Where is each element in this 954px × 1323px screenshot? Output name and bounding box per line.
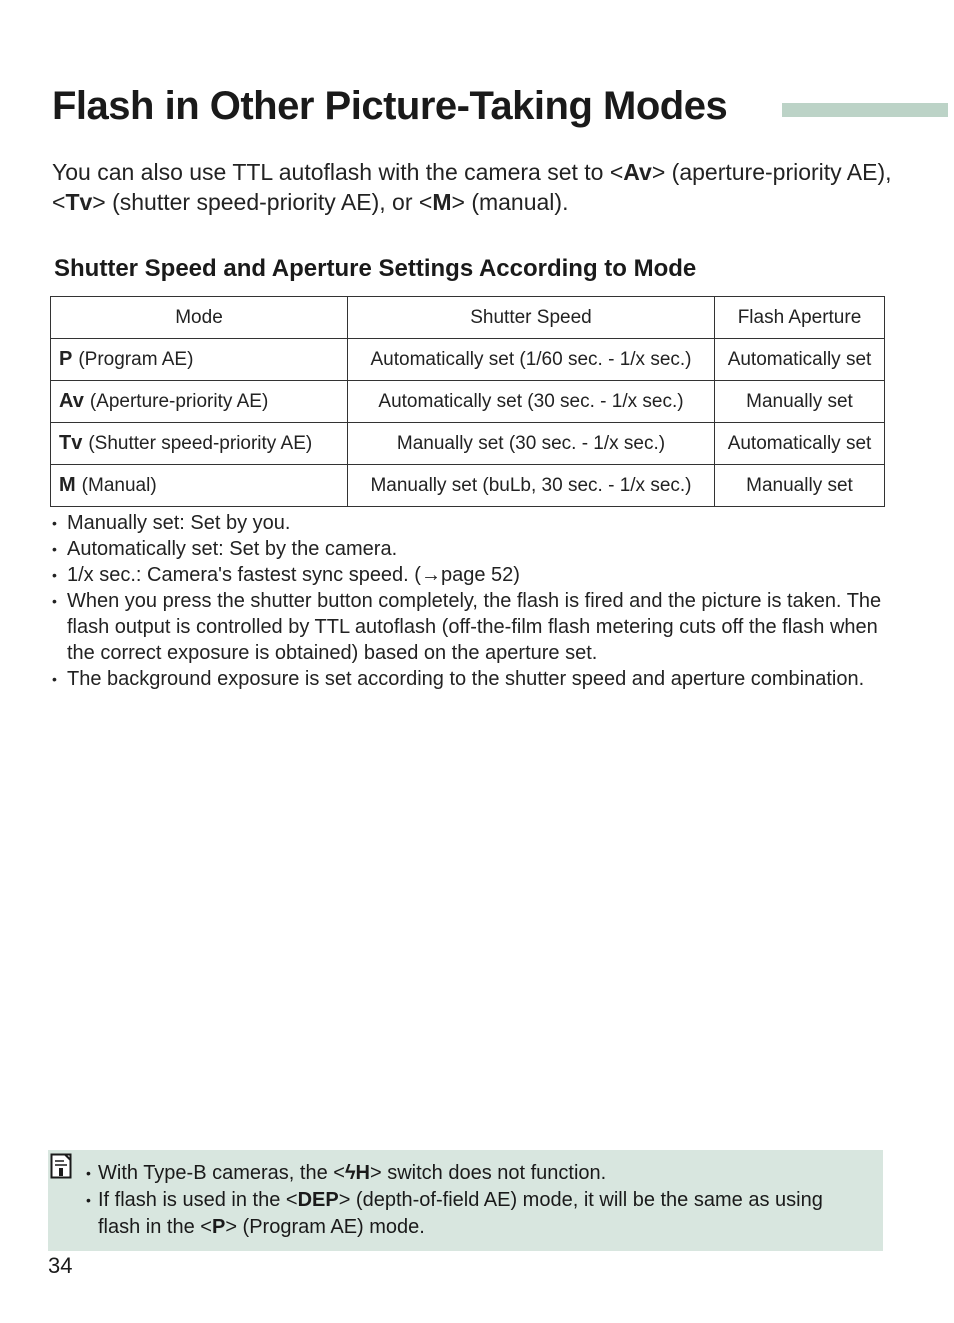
mode-cell xyxy=(51,381,348,423)
av-mode-symbol: Av xyxy=(623,159,652,185)
list-item xyxy=(86,1160,866,1187)
list-item: • When you press the shutter button completely, the flash is fired and the picture is taken. The flash output is controlled by TTL autoflash (off-the-film flash metering cuts off the flash when the correct exposure is obtained) based on the aperture set. xyxy=(50,588,890,666)
memo-text: If flash is used in the < xyxy=(98,1189,298,1211)
memo-text: > (Program AE) mode. xyxy=(225,1216,425,1238)
table-header-row xyxy=(51,297,885,339)
table-row xyxy=(51,423,885,465)
tv-mode-symbol: Tv xyxy=(65,189,93,215)
mode-symbol: Tv xyxy=(59,432,83,454)
list-item xyxy=(86,1187,866,1241)
mode-name: (Aperture-priority AE) xyxy=(89,391,269,412)
list-item: • Automatically set: Set by the camera. xyxy=(50,536,890,562)
table-row xyxy=(51,465,885,507)
high-speed-flash-symbol: ϟH xyxy=(344,1162,370,1184)
mode-symbol: M xyxy=(59,474,76,496)
notes-list xyxy=(50,510,890,692)
memo-list xyxy=(86,1160,866,1241)
intro-text-4: > (manual). xyxy=(451,189,569,215)
dep-mode-symbol: DEP xyxy=(297,1189,339,1211)
m-mode-symbol: M xyxy=(432,189,452,215)
list-item: • 1/x sec.: Camera's fastest sync speed. (→page 52) xyxy=(50,562,890,588)
mode-name: (Shutter speed-priority AE) xyxy=(88,433,313,454)
header-shutter-speed: Shutter Speed xyxy=(348,297,715,339)
section-subtitle: Shutter Speed and Aperture Settings According to Mode xyxy=(54,255,697,282)
memo-text: > (depth-of-field AE) mode, it will be the same as using flash in the < xyxy=(98,1189,823,1238)
aperture-cell: Manually set xyxy=(715,465,885,507)
shutter-cell: Automatically set (1/60 sec. - 1/x sec.) xyxy=(348,339,715,381)
p-mode-symbol: P xyxy=(211,1216,226,1238)
memo-box xyxy=(48,1150,883,1251)
intro-text-2: > (aperture-priority AE), < xyxy=(52,159,892,215)
shutter-cell: Automatically set (30 sec. - 1/x sec.) xyxy=(348,381,715,423)
mode-name: (Manual) xyxy=(81,475,157,496)
header-flash-aperture: Flash Aperture xyxy=(715,297,885,339)
mode-symbol: P xyxy=(59,348,73,370)
table-row xyxy=(51,339,885,381)
aperture-cell: Automatically set xyxy=(715,423,885,465)
intro-text-1: You can also use TTL autoflash with the camera set to < xyxy=(52,159,624,185)
memo-text: > switch does not function. xyxy=(369,1162,607,1184)
list-item: • The background exposure is set according to the shutter speed and aperture combination. xyxy=(50,666,890,692)
mode-symbol: Av xyxy=(59,390,84,412)
mode-settings-table xyxy=(50,296,885,507)
aperture-cell: Manually set xyxy=(715,381,885,423)
shutter-cell: Manually set (buLb, 30 sec. - 1/x sec.) xyxy=(348,465,715,507)
mode-cell xyxy=(51,339,348,381)
memo-icon xyxy=(50,1153,72,1179)
table-row xyxy=(51,381,885,423)
page-number: 34 xyxy=(48,1253,73,1278)
intro-text-3: > (shutter speed-priority AE), or < xyxy=(92,189,433,215)
mode-cell xyxy=(51,465,348,507)
page-title: Flash in Other Picture-Taking Modes xyxy=(52,84,728,128)
mode-cell xyxy=(51,423,348,465)
shutter-cell: Manually set (30 sec. - 1/x sec.) xyxy=(348,423,715,465)
aperture-cell: Automatically set xyxy=(715,339,885,381)
intro-paragraph xyxy=(52,157,892,217)
memo-text: With Type-B cameras, the < xyxy=(98,1162,345,1184)
mode-name: (Program AE) xyxy=(78,349,194,370)
title-accent-bar xyxy=(782,103,948,117)
header-mode: Mode xyxy=(51,297,348,339)
list-item: • Manually set: Set by you. xyxy=(50,510,890,536)
